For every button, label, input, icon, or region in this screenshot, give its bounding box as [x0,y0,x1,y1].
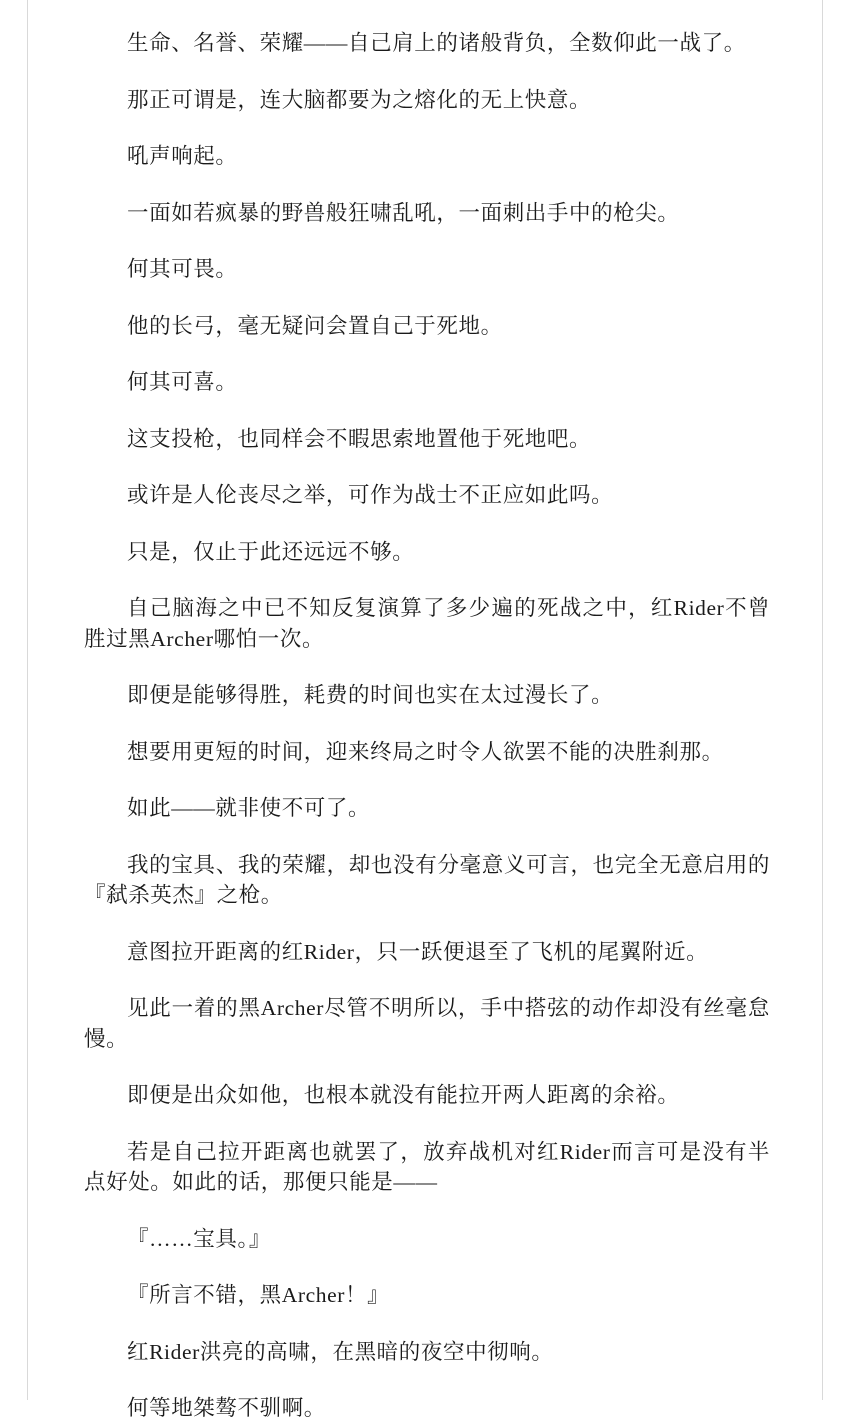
paragraph: 他的长弓，毫无疑问会置自己于死地。 [127,313,503,338]
paragraph: 『……宝具。』 [127,1226,271,1251]
paragraph: 即便是出众如他，也根本就没有能拉开两人距离的余裕。 [127,1083,680,1108]
paragraph: 生命、名誉、荣耀——自己肩上的诸般背负，全数仰此一战了。 [127,31,746,55]
paragraph: 一面如若疯暴的野兽般狂啸乱吼，一面刺出手中的枪尖。 [127,200,680,225]
paragraph: 我的宝具、我的荣耀，却也没有分毫意义可言，也完全无意启用的『弑杀英杰』之枪。 [84,852,770,908]
paragraph: 红Rider洪亮的高啸，在黑暗的夜空中彻响。 [127,1339,554,1364]
paragraph: 想要用更短的时间，迎来终局之时令人欲罢不能的决胜刹那。 [127,739,724,764]
paragraph: 吼声响起。 [127,144,238,169]
paragraph: 那正可谓是，连大脑都要为之熔化的无上快意。 [127,87,592,112]
paragraph: 若是自己拉开距离也就罢了，放弃战机对红Rider而言可是没有半点好处。如此的话，那便只能是—— [84,1139,770,1195]
paragraph: 何其可喜。 [127,370,238,395]
left-margin-rule [27,0,28,1400]
paragraph: 这支投枪，也同样会不暇思索地置他于死地吧。 [127,426,592,451]
paragraph: 见此一着的黑Archer尽管不明所以，手中搭弦的动作却没有丝毫怠慢。 [84,996,770,1051]
paragraph: 或许是人伦丧尽之举，可作为战士不正应如此吗。 [127,483,614,508]
paragraph: 自己脑海之中已不知反复演算了多少遍的死战之中，红Rider不曾胜过黑Archer哪怕一次。 [84,596,770,651]
paragraph: 意图拉开距离的红Rider，只一跃便退至了飞机的尾翼附近。 [127,939,709,964]
text-body [56,28,798,1424]
paragraph: 何其可畏。 [127,257,238,282]
paragraph: 如此——就非使不可了。 [127,796,371,821]
paragraph: 何等地桀骜不驯啊。 [127,1396,326,1421]
right-margin-rule [822,0,823,1400]
paragraph: 『所言不错，黑Archer！』 [127,1283,390,1308]
paragraph: 即便是能够得胜，耗费的时间也实在太过漫长了。 [127,683,614,708]
paragraph: 只是，仅止于此还远远不够。 [127,539,415,564]
